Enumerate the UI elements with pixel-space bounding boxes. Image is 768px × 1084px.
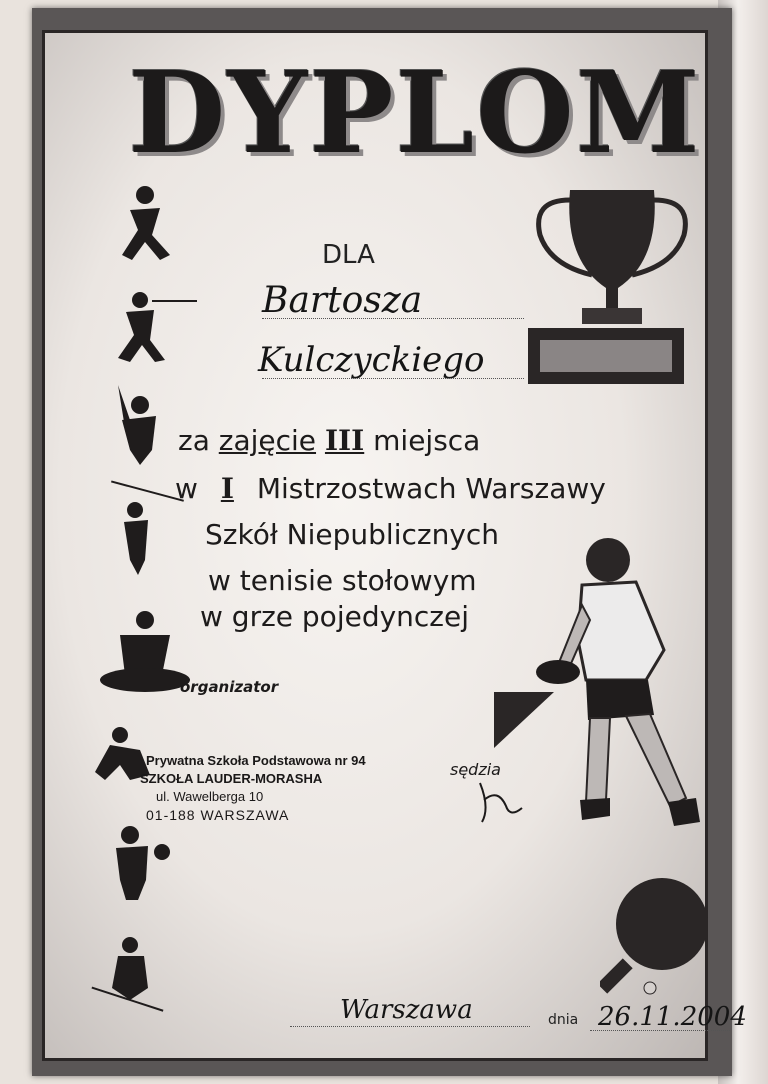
championship-edition: I <box>220 472 234 505</box>
weightlifter-silhouette-icon <box>100 611 190 692</box>
place-line-suffix: miejsca <box>373 424 481 457</box>
fencer-silhouette-icon <box>118 292 197 362</box>
name-underline-2 <box>262 378 524 379</box>
martial-arts-silhouette-icon <box>118 385 156 465</box>
organizer-street: ul. Wawelberga 10 <box>156 789 264 804</box>
organizer-label: organizator <box>180 678 279 696</box>
judge-label: sędzia <box>450 760 501 779</box>
athlete-silhouettes <box>90 180 200 1020</box>
recipient-first-name: Bartosza <box>262 280 423 321</box>
dla-label: DLA <box>322 240 375 270</box>
city: Warszawa <box>340 995 473 1025</box>
recipient-last-name: Kulczyckiego <box>258 340 485 380</box>
basketball-silhouette-icon <box>116 826 170 900</box>
place-number: III <box>324 424 365 457</box>
date-label: dnia <box>548 1012 579 1028</box>
trophy-icon <box>522 180 702 400</box>
organizer-stamp <box>140 752 366 824</box>
championship-name: Mistrzostwach Warszawy <box>256 472 606 505</box>
place-line-prefix: za <box>178 424 210 457</box>
date-value: 26.11.2004 <box>598 1002 747 1032</box>
schools-line: Szkół Niepublicznych <box>205 518 500 551</box>
runner-silhouette-icon <box>122 186 170 260</box>
paddle-icon <box>600 870 710 1000</box>
discipline-line: w tenisie stołowym <box>208 564 477 597</box>
date-underline <box>590 1030 730 1031</box>
organizer-school-name: SZKOŁA LAUDER-MORASHA <box>140 771 323 786</box>
javelin-silhouette-icon <box>111 480 184 575</box>
championship-prefix: w <box>175 472 198 505</box>
place-line <box>178 424 480 457</box>
name-underline-1 <box>262 318 524 319</box>
place-line-word: zajęcie <box>218 424 317 457</box>
organizer-school: Prywatna Szkoła Podstawowa nr 94 <box>146 753 366 768</box>
signature-mark <box>470 778 530 828</box>
diploma-title: DYPLOM <box>128 48 702 179</box>
city-underline <box>290 1026 530 1027</box>
category-line: w grze pojedynczej <box>200 600 470 633</box>
organizer-city: 01-188 WARSZAWA <box>146 807 290 823</box>
championship-line <box>175 472 606 505</box>
skier-silhouette-icon <box>92 937 164 1012</box>
